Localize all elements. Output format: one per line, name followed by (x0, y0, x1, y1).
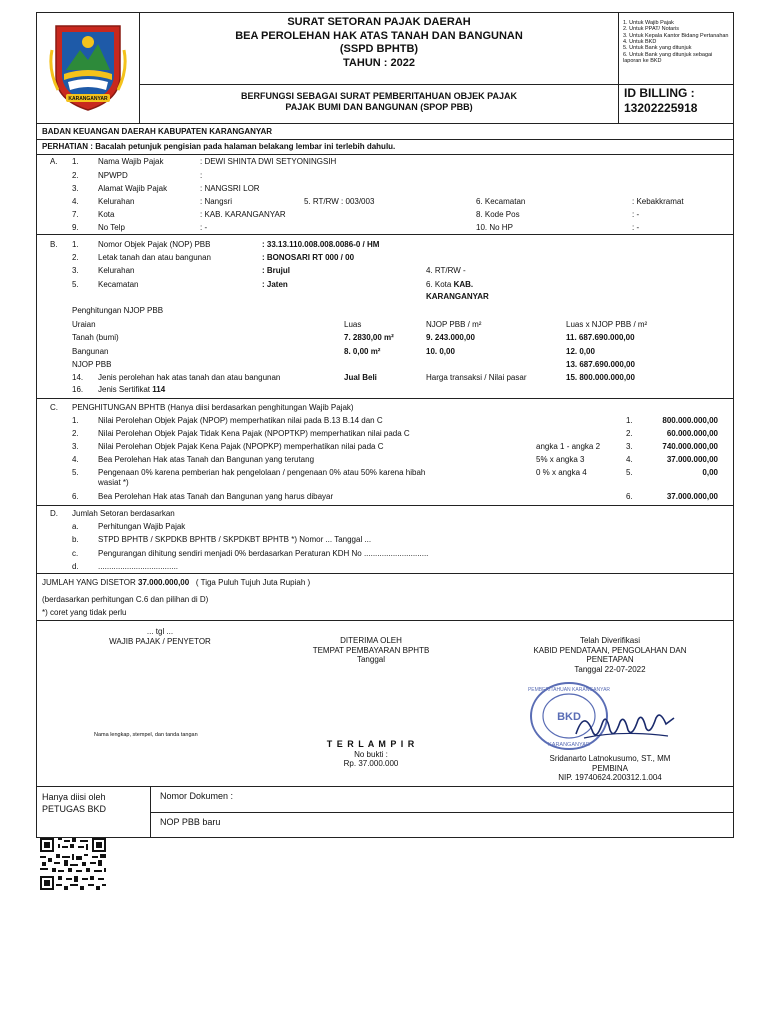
b-location-label: Letak tanah dan atau bangunan (98, 253, 211, 262)
stamp-center-text: BKD (557, 711, 581, 723)
spop-subtitle (140, 91, 618, 113)
section-a-box (36, 155, 734, 235)
notice-text: Bacalah petunjuk pengisian pada halaman belakang lembar ini terlebih dahulu. (95, 142, 396, 151)
agency-name: BADAN KEUANGAN DAERAH KABUPATEN KARANGANYAR (42, 127, 273, 136)
section-letter: C. (50, 403, 58, 412)
official-info (510, 754, 710, 783)
total-note-2: *) coret yang tidak perlu (42, 608, 127, 617)
sign-attachment (296, 739, 446, 769)
b-tanah-luas: 7. 2830,00 m² (344, 333, 394, 342)
a-row-label: No Telp (98, 223, 125, 232)
b-harga-value: 15. 800.000.000,00 (566, 373, 635, 382)
b-njop-label: NJOP PBB (72, 360, 112, 369)
b-kecamatan-value: : Jaten (262, 280, 288, 289)
a-rtrw: 5. RT/RW : 003/003 (304, 197, 375, 206)
title-line-3: (SSPD BPHTB) (339, 43, 419, 55)
d-title: Jumlah Setoran berdasarkan (72, 509, 175, 518)
c-row-label: Bea Perolehan Hak atas Tanah dan Bangunan yang terutang (98, 455, 315, 464)
d-item-text: Pengurangan dihitung sendiri menjadi 0% berdasarkan Peraturan KDH No ............................. (98, 549, 429, 558)
stamp-bottom-text: KARANGANYAR (548, 742, 590, 748)
d-item-num: c. (72, 549, 79, 558)
c-row-num: 5. (72, 468, 79, 477)
subtitle-line-1: BERFUNGSI SEBAGAI SURAT PEMBERITAHUAN OBJEK PAJAK (240, 91, 518, 101)
official-rank: PEMBINA (591, 763, 628, 773)
b-harga-label: Harga transaksi / Nilai pasar (426, 373, 527, 382)
c-row-label: Nilai Perolehan Objek Pajak (NPOP) memperhatikan nilai pada B.13 B.14 dan C (98, 416, 383, 425)
b-bangunan-njop: 10. 0,00 (426, 347, 455, 356)
sign-mid-title-3: Tanggal (356, 655, 386, 665)
b-kota-value: KAB. (453, 280, 474, 289)
b-kota-label: 6. Kota (426, 280, 452, 289)
c-row-num: 2. (72, 429, 79, 438)
a-row-label: Kelurahan (98, 197, 135, 206)
d-item-text: Perhitungan Wajib Pajak (98, 522, 186, 531)
sign-right-title-1: Telah Diverifikasi (579, 636, 641, 645)
b-col-uraian: Uraian (72, 320, 96, 329)
copy-item: 4. Untuk BKD (623, 38, 657, 45)
a-row-num: 7. (72, 210, 79, 219)
b-location-value: : BONOSARI RT 000 / 00 (262, 253, 355, 262)
notice-label: PERHATIAN : (42, 142, 93, 151)
sign-left-note: Nama lengkap, stempel, dan tanda tangan (94, 732, 198, 738)
a-row-num: 1. (72, 157, 79, 166)
sign-right (510, 636, 710, 674)
a-row-label: Kota (98, 210, 115, 219)
b-row-num: 16. (72, 385, 84, 394)
logo-caption: KARANGANYAR (68, 96, 108, 102)
b-bangunan-total: 12. 0,00 (566, 347, 595, 356)
b-nop-value: : 33.13.110.008.008.0086-0 / HM (262, 240, 380, 249)
copy-item: 1. Untuk Wajib Pajak (623, 20, 674, 26)
b-row-num: 1. (72, 240, 79, 249)
c-row-value: 37.000.000,00 (666, 455, 718, 464)
footer-left (42, 791, 106, 815)
total-value: 37.000.000,00 (138, 578, 190, 587)
b-row-num: 2. (72, 253, 79, 262)
c-row-value: 0,00 (702, 468, 718, 477)
b-rtrw: 4. RT/RW - (426, 266, 466, 275)
a-row-num: 4. (72, 197, 79, 206)
qr-code-icon (40, 838, 106, 890)
c-row-value: 60.000.000,00 (666, 429, 718, 438)
a-hp-label: 10. No HP (476, 223, 513, 232)
a-row-value: : NANGSRI LOR (200, 184, 260, 193)
a-row-value: : KAB. KARANGANYAR (200, 210, 286, 219)
total-amount (42, 578, 310, 588)
sign-right-title-3: PENETAPAN (586, 655, 634, 665)
b-tanah-njop: 9. 243.000,00 (426, 333, 475, 342)
c-row6-label: Bea Perolehan Hak atas Tanah dan Bangunan yang harus dibayar (98, 492, 334, 501)
official-signature (570, 700, 680, 750)
copy-item: 5. Untuk Bank yang ditunjuk (623, 45, 692, 52)
total-note-1: (berdasarkan perhitungan C.6 dan pilihan di D) (42, 595, 209, 604)
sign-right-date: Tanggal 22-07-2022 (574, 664, 646, 674)
b-sertifikat-value: 114 (152, 385, 166, 394)
copy-item: 2. Untuk PPAT/ Notaris (623, 26, 680, 33)
a-kodepos-value: : - (632, 210, 640, 219)
b-tanah-label: Tanah (bumi) (72, 333, 119, 342)
c-row-num: 4. (72, 455, 79, 464)
c-row-value: 37.000.000,00 (666, 492, 718, 501)
c-row-formula: 0 % x angka 4 (536, 468, 587, 477)
official-nip: NIP. 19740624.200312.1.004 (558, 773, 662, 783)
a-kecamatan-value: : Kebakkramat (632, 197, 684, 206)
b-tanah-total: 11. 687.690.000,00 (566, 333, 635, 342)
b-kelurahan-value: : Brujul (262, 266, 290, 275)
d-item-num: a. (72, 522, 79, 531)
c-row-label: Nilai Perolehan Objek Pajak Tidak Kena Pajak (NPOPTKP) memperhatikan nilai pada C (98, 429, 410, 438)
footer-left-2: PETUGAS BKD (42, 804, 107, 814)
nop-baru-label: NOP PBB baru (160, 817, 221, 827)
a-row-value: : DEWI SHINTA DWI SETYONINGSIH (200, 157, 337, 166)
b-kota-value-2: KARANGANYAR (426, 292, 489, 301)
b-row-num: 3. (72, 266, 79, 275)
a-row-num: 2. (72, 171, 79, 180)
c-title: PENGHITUNGAN BPHTB (Hanya diisi berdasarkan penghitungan Wajib Pajak) (72, 403, 354, 412)
c-row-num: 3. (72, 442, 79, 451)
d-item-num: d. (72, 562, 79, 571)
b-col-njop: NJOP PBB / m² (426, 320, 482, 329)
a-kecamatan-label: 6. Kecamatan (476, 197, 526, 206)
copy-item: 6. Untuk Bank yang ditunjuk sebagai laporan ke BKD (623, 51, 713, 64)
section-letter: A. (50, 157, 58, 166)
form-title (140, 16, 618, 70)
subtitle-line-2: PAJAK BUMI DAN BANGUNAN (SPOP PBB) (285, 102, 473, 112)
c-row-num: 1. (72, 416, 79, 425)
terlampir: T E R L A M P I R (326, 739, 416, 749)
c-row-rnum: 3. (626, 442, 633, 451)
footer-left-1: Hanya diisi oleh (42, 792, 106, 802)
c-row5-label-1: Pengenaan 0% karena pemberian hak pengelolaan / pengenaan 0% atau 50% karena hibah (98, 468, 426, 477)
sign-mid-title-2: TEMPAT PEMBAYARAN BPHTB (312, 645, 430, 655)
section-letter: B. (50, 240, 58, 249)
a-row-label: Alamat Wajib Pajak (98, 184, 168, 193)
sign-left (60, 627, 260, 646)
a-hp-value: : - (632, 223, 640, 232)
title-line-2: BEA PEROLEHAN HAK ATAS TANAH DAN BANGUNAN (235, 29, 523, 42)
b-kota (426, 280, 473, 290)
c-row-value: 740.000.000,00 (662, 442, 718, 451)
sign-right-title-2: KABID PENDATAAN, PENGOLAHAN DAN (533, 645, 687, 655)
c-row-rnum: 5. (626, 468, 633, 477)
a-kodepos-label: 8. Kode Pos (476, 210, 520, 219)
d-item-text: .................................... (98, 562, 179, 571)
official-name: Sridanarto Latnokusumo, ST., MM (549, 754, 671, 763)
b-nop-label: Nomor Objek Pajak (NOP) PBB (98, 240, 211, 249)
c-row-rnum: 1. (626, 416, 633, 425)
b-jenis-value: Jual Beli (344, 373, 377, 382)
b-njop-title: Penghitungan NJOP PBB (72, 306, 164, 315)
stamp-top-text: PEMBERITAHUAN KARANGANYAR (528, 687, 610, 693)
c-row-rnum: 4. (626, 455, 633, 464)
sign-mid-title-1: DITERIMA OLEH (340, 636, 402, 645)
section-letter: D. (50, 509, 58, 518)
sign-middle (296, 636, 446, 665)
a-row-value: : Nangsri (200, 197, 233, 206)
b-njop-total: 13. 687.690.000,00 (566, 360, 635, 369)
copy-item: 3. Untuk Kepala Kantor Bidang Pertanahan (623, 32, 729, 39)
c-row5-label-2: wasiat *) (98, 478, 129, 487)
d-item-num: b. (72, 535, 79, 544)
b-sertifikat (98, 385, 165, 395)
c-row-formula: 5% x angka 3 (536, 455, 585, 464)
b-kelurahan-label: Kelurahan (98, 266, 135, 275)
b-col-total: Luas x NJOP PBB / m² (566, 320, 648, 329)
c-row-value: 800.000.000,00 (662, 416, 718, 425)
b-row-num: 5. (72, 280, 79, 289)
bukti-amount: Rp. 37.000.000 (343, 759, 399, 769)
b-col-luas: Luas (344, 320, 362, 329)
sign-left-title: WAJIB PAJAK / PENYETOR (109, 636, 211, 646)
a-row-label: NPWPD (98, 171, 128, 180)
d-item-text: STPD BPHTB / SKPDKB BPHTB / SKPDKBT BPHTB *) Nomor ... Tanggal ... (98, 535, 372, 544)
title-line-4: TAHUN : 2022 (343, 56, 415, 69)
a-row-label: Nama Wajib Pajak (98, 157, 164, 166)
c-row-formula: angka 1 - angka 2 (536, 442, 601, 451)
b-bangunan-label: Bangunan (72, 347, 109, 356)
c-row-num: 6. (72, 492, 79, 501)
a-row-num: 9. (72, 223, 79, 232)
bukti-label: No bukti : (354, 749, 388, 759)
billing-number: 13202225918 (624, 101, 698, 115)
sign-date: ... tgl ... (146, 627, 174, 636)
doc-number-label: Nomor Dokumen : (160, 791, 234, 801)
total-words: ( Tiga Puluh Tujuh Juta Rupiah ) (195, 578, 311, 587)
billing-label: ID BILLING : (624, 86, 695, 100)
notice (42, 142, 395, 152)
b-jenis-label: Jenis perolehan hak atas tanah dan atau bangunan (98, 373, 281, 382)
copies-list (623, 20, 731, 64)
b-sertifikat-label: Jenis Sertifikat (98, 385, 151, 394)
total-label: JUMLAH YANG DISETOR (42, 578, 136, 587)
b-bangunan-luas: 8. 0,00 m² (344, 347, 381, 356)
b-kecamatan-label: Kecamatan (98, 280, 139, 289)
c-row-label: Nilai Perolehan Objek Pajak Kena Pajak (NPOPKP) memperhatikan nilai pada C (98, 442, 384, 451)
title-line-1: SURAT SETORAN PAJAK DAERAH (287, 16, 471, 28)
a-row-num: 3. (72, 184, 79, 193)
c-row-rnum: 6. (626, 492, 633, 501)
a-row-value: : - (200, 223, 208, 232)
b-row-num: 14. (72, 373, 84, 382)
a-row-value: : (200, 171, 203, 180)
c-row-rnum: 2. (626, 429, 633, 438)
